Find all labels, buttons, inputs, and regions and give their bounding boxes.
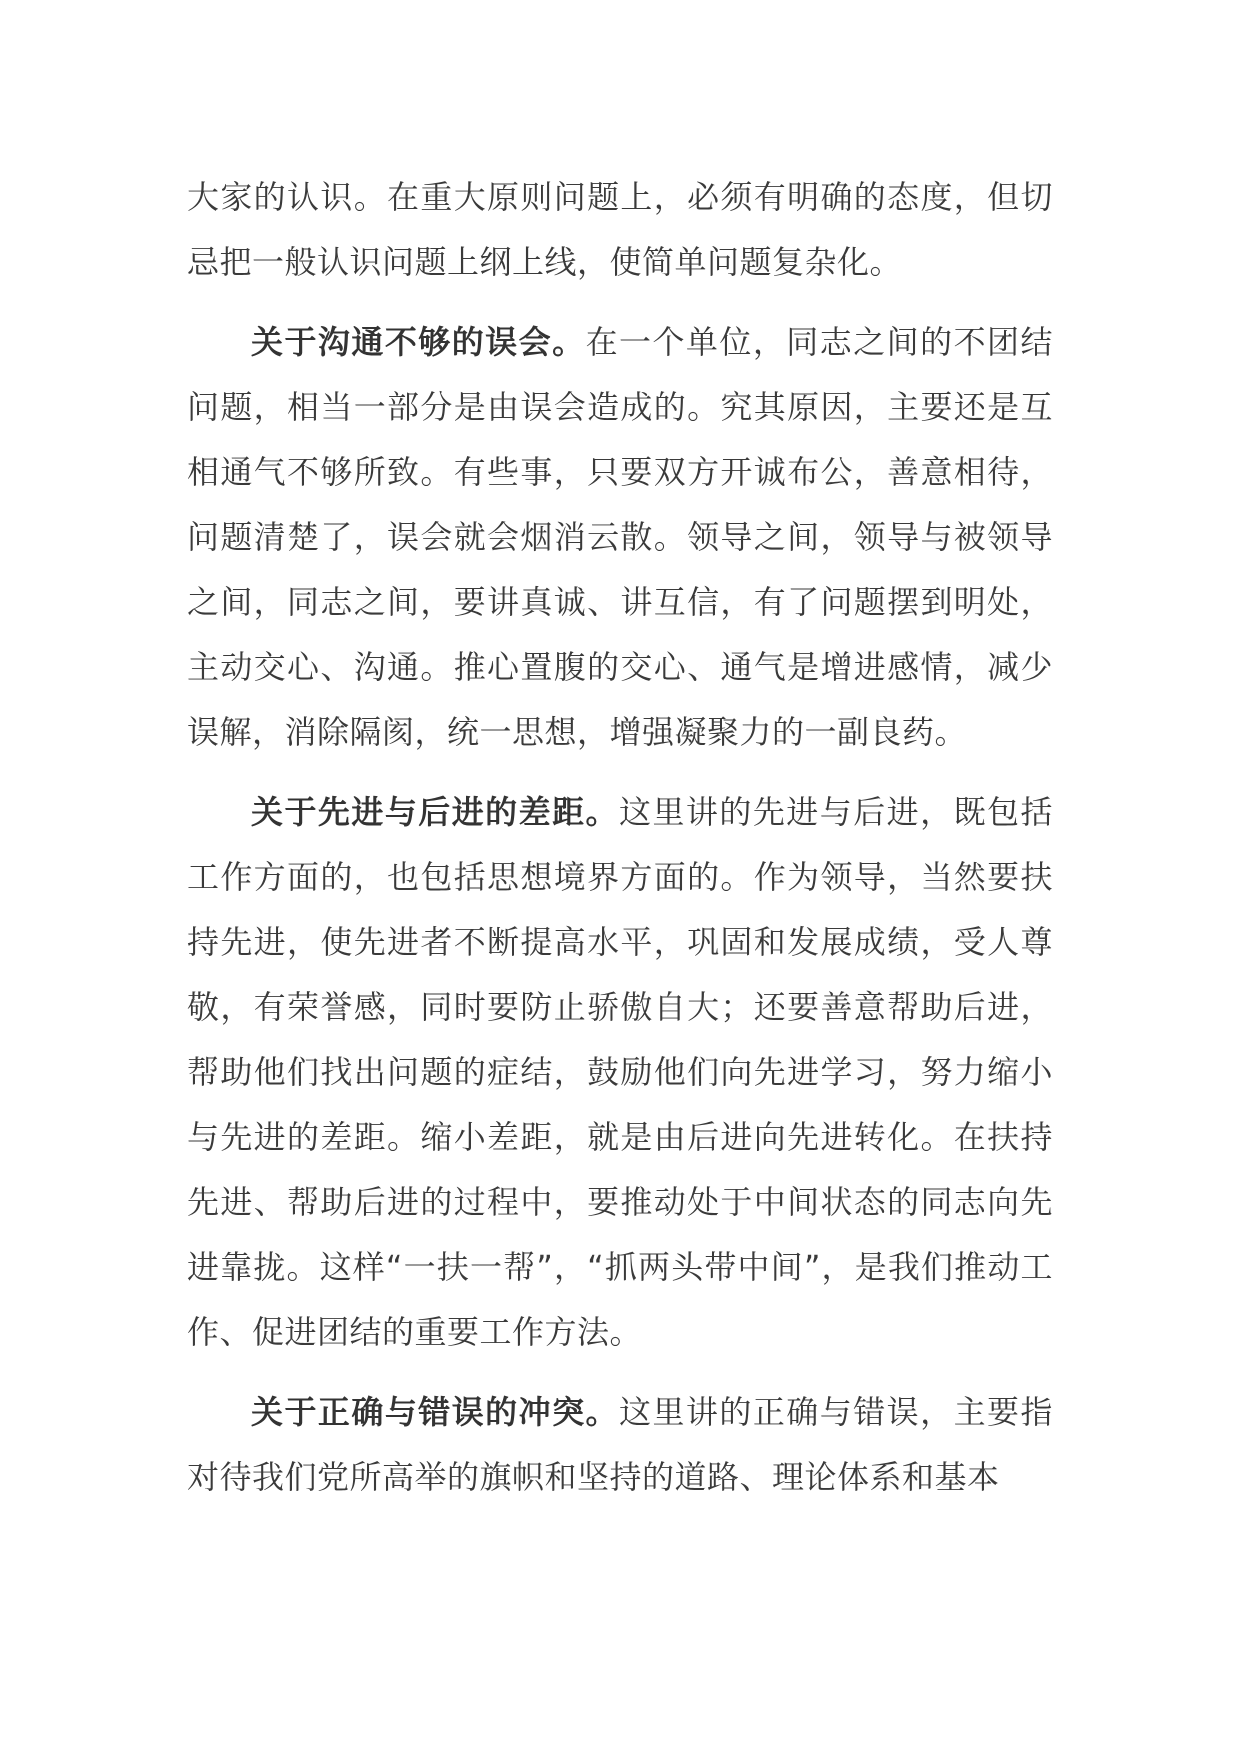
paragraph-heading: 关于沟通不够的误会。 xyxy=(251,323,586,361)
paragraph-text: 这里讲的先进与后进，既包括工作方面的，也包括思想境界方面的。作为领导，当然要扶持先进，使先进者不断提高水平，巩固和发展成绩，受人尊敬，有荣誉感，同时要防止骄傲自大；还要善意帮助后进，帮助他们找出问题的症结，鼓励他们向先进学习，努力缩小与先进的差距。缩小差距，就是由后进向先进转化。在扶持先进、帮助后进的过程中，要推动处于中间状态的同志向先进靠拢。这样“一扶一帮”，“抓两头带中间”，是我们推动工作、促进团结的重要工作方法。 xyxy=(187,793,1053,1351)
document-page xyxy=(187,165,1053,1525)
paragraph-right-wrong xyxy=(187,1380,1053,1510)
paragraph-communication xyxy=(187,310,1053,765)
paragraph-text: 大家的认识。在重大原则问题上，必须有明确的态度，但切忌把一般认识问题上纲上线，使简单问题复杂化。 xyxy=(187,178,1053,281)
paragraph-heading: 关于正确与错误的冲突。 xyxy=(251,1393,620,1431)
paragraph-text: 这里讲的正确与错误，主要指对待我们党所高举的旗帜和坚持的道路、理论体系和基本 xyxy=(187,1393,1053,1496)
paragraph-continuation xyxy=(187,165,1053,295)
paragraph-text: 在一个单位，同志之间的不团结问题，相当一部分是由误会造成的。究其原因，主要还是互相通气不够所致。有些事，只要双方开诚布公，善意相待，问题清楚了，误会就会烟消云散。领导之间，领导与被领导之间，同志之间，要讲真诚、讲互信，有了问题摆到明处，主动交心、沟通。推心置腹的交心、通气是增进感情，减少误解，消除隔阂，统一思想，增强凝聚力的一副良药。 xyxy=(187,323,1053,751)
paragraph-advanced-backward xyxy=(187,780,1053,1365)
paragraph-heading: 关于先进与后进的差距。 xyxy=(251,793,620,831)
